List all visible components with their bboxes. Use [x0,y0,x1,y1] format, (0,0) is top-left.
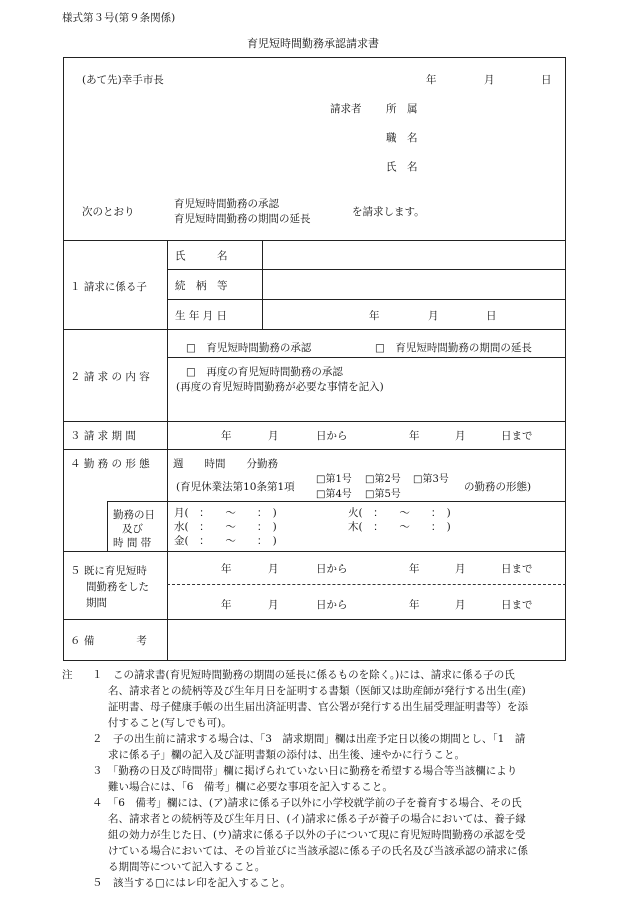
item-2-checkbox: □第2号 [365,474,401,485]
request-ending: を請求します。 [352,206,425,218]
child-section-label: １ 請求に係る子 [70,281,147,293]
date-day: 日 [541,74,552,86]
note-5: ５ 該当する□にはレ印を記入すること。 [92,877,291,889]
rule-sec5-dash [167,584,566,585]
rule-sec3-top [63,421,566,422]
item-5-checkbox: □第5号 [365,489,401,500]
rule-sub-col [262,240,263,329]
birth-year: 年 [369,310,380,322]
note-2: ２ 子の出生前に請求する場合は、「3 請求期間」欄は出産予定日以後の期間とし、「1 請 [92,733,526,745]
schedule-wednesday: 水( ： 〜 ： ) [174,521,277,533]
already-r2-to-day: 日まで [501,599,533,611]
schedule-label-3: 時 間 帯 [113,537,152,549]
already-r2-from-month: 月 [268,599,279,611]
rule-sec4-top [63,449,566,450]
already-r1-from-year: 年 [221,563,232,575]
form-section-label: ４ 勤 務 の 形 態 [70,458,150,470]
birth-day: 日 [486,310,497,322]
child-birth-label: 生 年 月 日 [175,310,228,322]
already-r2-from-day: 日から [316,599,348,611]
rule-sec2-mid [167,357,566,358]
option-approval: 育児短時間勤務の承認 [174,198,279,210]
note-3: ３ 「勤務の日及び時間帯」欄に掲げられていない日に勤務を希望する場合等当該欄により [92,765,518,777]
rule-sec1-r1 [167,269,566,270]
option-extension: 育児短時間勤務の期間の延長 [174,213,311,225]
note-4-line-4: けている場合においては、その旨並びに当該承認に係る子の氏名及び当該承認の請求に係 [108,845,528,857]
law-reference: (育児休業法第10条第1項 [176,481,295,493]
notes-head: 注 [62,669,73,681]
period-to-year: 年 [409,430,420,442]
already-r2-from-year: 年 [221,599,232,611]
note-3-line-2: 難い場合には、「6 備考」欄に必要な事項を記入すること。 [108,781,393,793]
content-reapproval-note: (再度の育児短時間勤務が必要な事情を記入) [176,381,384,393]
already-label-3: 期間 [86,597,107,609]
already-r1-to-year: 年 [409,563,420,575]
schedule-friday: 金( ： 〜 ： ) [174,535,277,547]
remarks-label: ６ 備 考 [70,635,147,647]
already-r1-to-month: 月 [455,563,466,575]
form-ending: の勤務の形態) [464,481,532,493]
note-2-line-2: 求に係る子」欄の記入及び証明書類の添付は、出生後、速やかに行うこと。 [108,749,465,761]
schedule-label-2: 及び [122,523,143,535]
schedule-thursday: 木( ： 〜 ： ) [348,521,451,533]
note-1-line-4: 付すること(写しでも可)。 [108,717,232,729]
note-4: ４ 「6 備考」欄には、(ア)請求に係る子以外に小学校就学前の子を養育する場合、その氏 [92,797,522,809]
already-r1-from-month: 月 [268,563,279,575]
content-check-approval: □ 育児短時間勤務の承認 [186,342,312,354]
form-number: 様式第３号(第９条関係) [62,12,176,24]
already-r1-from-day: 日から [316,563,348,575]
period-from-month: 月 [268,430,279,442]
weekly-hours: 週 時間 分勤務 [173,458,278,470]
note-4-line-3: 組の効力が生じた日、(ウ)請求に係る子以外の子について現に育児短時間勤務の承認を受 [108,829,526,841]
item-3-checkbox: □第3号 [413,474,449,485]
schedule-monday: 月( ： 〜 ： ) [174,507,277,519]
rule-sec5-top [63,551,566,552]
rule-sec1-top [63,240,566,241]
child-name-label: 氏 名 [175,250,228,262]
date-year: 年 [426,74,437,86]
already-label-1: ５ 既に育児短時 [70,565,147,577]
schedule-tuesday: 火( ： 〜 ： ) [348,507,451,519]
note-1: １ この請求書(育児短時間勤務の期間の延長に係るものを除く。)には、請求に係る子の氏 [92,669,515,681]
as-follows: 次のとおり [82,206,135,218]
already-r2-to-year: 年 [409,599,420,611]
rule-sec6-top [63,619,566,620]
period-section-label: ３ 請 求 期 間 [70,430,136,442]
item-4-checkbox: □第4号 [316,489,352,500]
rule-label-col [167,240,168,661]
date-month: 月 [484,74,495,86]
requester-label: 請求者 [330,103,362,115]
dept-label: 所 属 [386,103,418,115]
note-1-line-2: 名、請求者との続柄等及び生年月日を証明する書類（医師又は助産師が発行する出生(産) [108,685,526,697]
content-check-extension: □ 育児短時間勤務の期間の延長 [375,342,532,354]
name-label: 氏 名 [386,161,418,173]
content-check-reapproval: □ 再度の育児短時間勤務の承認 [186,366,343,378]
rule-sec1-r2 [167,299,566,300]
already-r1-to-day: 日まで [501,563,533,575]
birth-month: 月 [428,310,439,322]
child-relation-label: 続 柄 等 [175,280,228,292]
schedule-label-1: 勤務の日 [113,509,155,521]
already-r2-to-month: 月 [455,599,466,611]
note-4-line-2: 名、請求者との続柄等及び生年月日、(イ)請求に係る子が養子の場合においては、養子縁 [108,813,526,825]
already-label-2: 間勤務をした [86,581,149,593]
period-to-day: 日まで [501,430,533,442]
rule-sec2-top [63,329,566,330]
period-from-year: 年 [221,430,232,442]
post-label: 職 名 [386,132,418,144]
item-1-checkbox: □第1号 [316,474,352,485]
period-to-month: 月 [455,430,466,442]
document-title: 育児短時間勤務承認請求書 [247,37,379,50]
addressee: (あて先)幸手市長 [82,74,164,86]
rule-sec4-sub [107,501,108,551]
rule-sec4-mid [107,501,566,502]
note-4-line-5: る期間等について記入すること。 [108,861,266,873]
period-from-day: 日から [316,430,348,442]
content-section-label: ２ 請 求 の 内 容 [70,371,150,383]
note-1-line-3: 証明書、母子健康手帳の出生届出済証明書、官公署が発行する出生届受理証明書等）を添 [108,701,528,713]
